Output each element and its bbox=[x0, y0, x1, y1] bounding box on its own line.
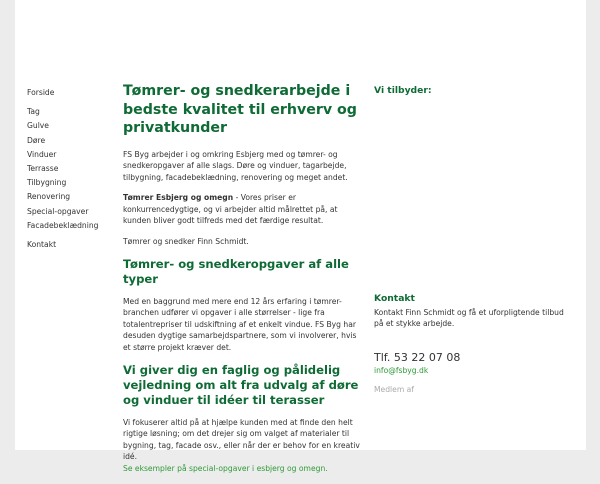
sidebar-nav bbox=[27, 86, 117, 252]
guidance-paragraph bbox=[123, 417, 366, 475]
nav-item-tag[interactable]: Tag bbox=[27, 107, 40, 117]
nav-item-tilbygning[interactable]: Tilbygning bbox=[27, 178, 67, 188]
nav-item-facadebeklaedning[interactable]: Facadebeklædning bbox=[27, 220, 99, 230]
pricing-text: - Vores priser er konkurrencedygtige, og vi arbejder altid målrettet på, at kunden bliver godt tilfreds med det færdige resultat. bbox=[123, 193, 338, 226]
nav-item-special-opgaver[interactable]: Special-opgaver bbox=[27, 206, 89, 216]
pricing-paragraph bbox=[123, 192, 366, 227]
nav-item-forside[interactable]: Forside bbox=[27, 88, 55, 97]
main-content bbox=[123, 82, 366, 484]
nav-item-gulve[interactable]: Gulve bbox=[27, 121, 49, 131]
contact-text: Kontakt Finn Schmidt og få et uforpligtende tilbud på et stykke arbejde. bbox=[374, 308, 564, 329]
page bbox=[15, 0, 586, 473]
section-heading-tasks: Tømrer- og snedkeropgaver af alle typer bbox=[123, 256, 349, 286]
contact-title: Kontakt bbox=[374, 293, 415, 304]
nav-item-renovering[interactable]: Renovering bbox=[27, 192, 71, 202]
email-link[interactable]: info@fsbyg.dk bbox=[374, 366, 429, 376]
pricing-bold-lead: Tømrer Esbjerg og omegn bbox=[123, 193, 234, 203]
offer-title: Vi tilbyder: bbox=[374, 85, 432, 96]
guidance-text: Vi fokuserer altid på at hjælpe kunden med at finde den helt rigtige løsning; om det drejer sig om valget af materialer til bygning, tag, facade osv., eller når der er behov for en kreativ idé. bbox=[123, 417, 360, 462]
nav-item-doere[interactable]: Døre bbox=[27, 135, 46, 145]
section-heading-guidance: Vi giver dig en faglig og pålidelig vejledning om alt fra udvalg af døre og vinduer til idéer til terasser bbox=[123, 362, 359, 407]
signature: Tømrer og snedker Finn Schmidt. bbox=[123, 237, 249, 247]
right-sidebar bbox=[374, 85, 574, 395]
experience-paragraph: Med en baggrund med mere end 12 års erfaring i tømrer-branchen udfører vi opgaver i alle størrelser - lige fra totalentrepriser til udskiftning af et enkelt vindue. FS Byg har desuden dygtige samarbejdspartnere, som vi involverer, hvis et større projekt kræver det. bbox=[123, 296, 357, 353]
member-spacer bbox=[374, 376, 574, 384]
offer-spacer bbox=[374, 97, 574, 293]
contact-spacer bbox=[374, 329, 574, 351]
special-tasks-link[interactable]: Se eksempler på special-opgaver i esbjerg og omegn. bbox=[123, 464, 328, 473]
nav-item-terrasse[interactable]: Terrasse bbox=[27, 164, 59, 174]
nav-item-kontakt[interactable]: Kontakt bbox=[27, 240, 57, 250]
intro-paragraph: FS Byg arbejder i og omkring Esbjerg med og tømrer- og snedkeropgaver af alle slags. Døre og vinduer, tagarbejde, tilbygning, facadebeklædning, renovering og meget andet. bbox=[123, 149, 348, 182]
phone-number: Tlf. 53 22 07 08 bbox=[374, 351, 461, 365]
nav-item-vinduer[interactable]: Vinduer bbox=[27, 149, 57, 159]
member-label: Medlem af bbox=[374, 385, 414, 395]
page-title: Tømrer- og snedkerarbejde i bedste kvalitet til erhverv og privatkunder bbox=[123, 83, 357, 136]
